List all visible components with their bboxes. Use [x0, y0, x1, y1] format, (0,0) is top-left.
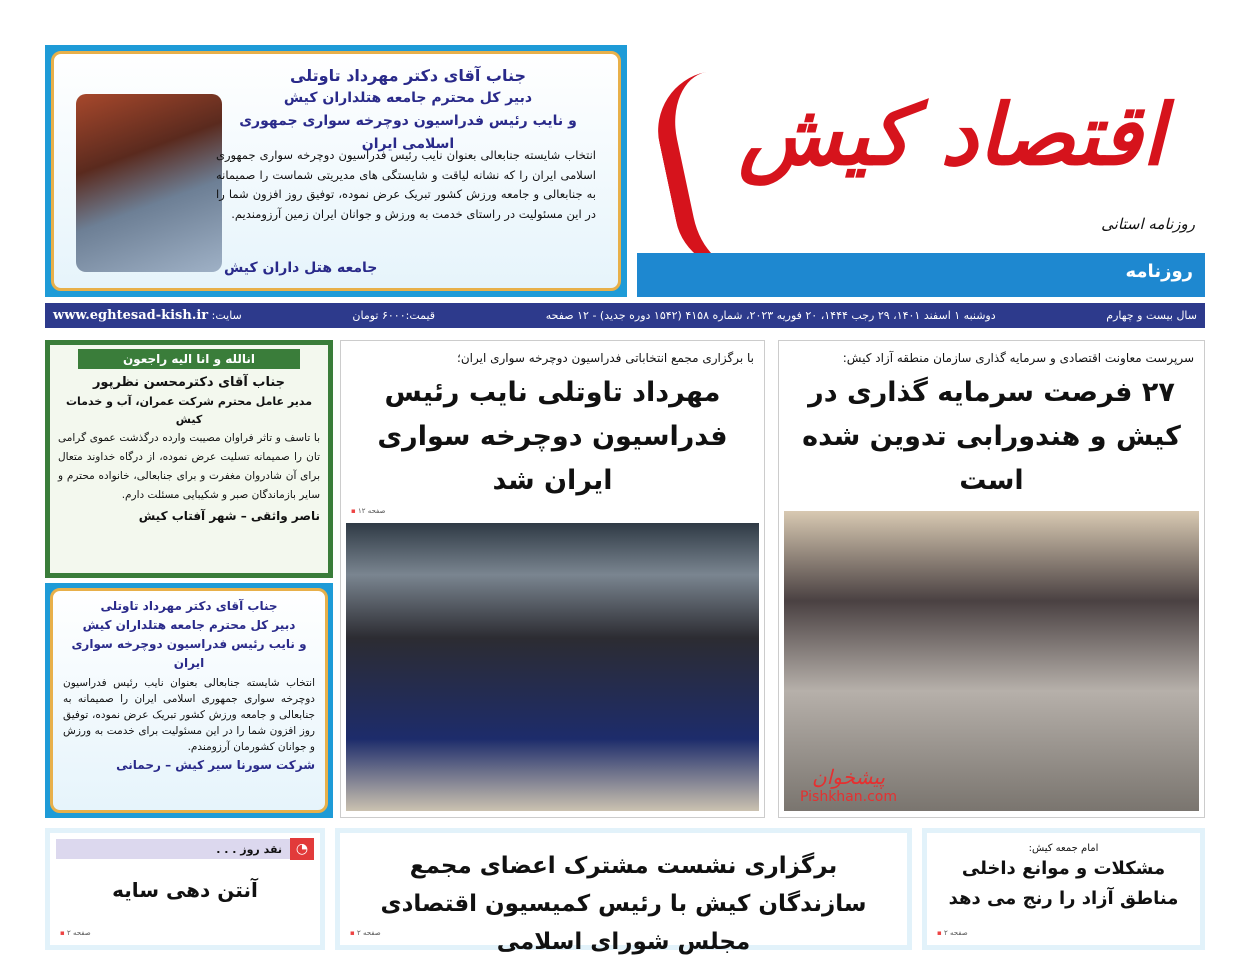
section-label: نقد روز . . . [216, 842, 282, 856]
condolence-name: جناب آقای دکترمحسن نظرپور [92, 375, 286, 390]
site-link[interactable]: www.eghtesad-kish.ir [53, 308, 209, 323]
top-congratulation-ad [45, 45, 627, 297]
masthead [637, 45, 1205, 297]
condolence-signature: ناصر واثقی – شهر آفتاب کیش [138, 509, 320, 523]
ad-signature: جامعه هتل داران کیش [224, 260, 378, 276]
watermark-fa: پیشخوان [812, 765, 885, 789]
story-headline[interactable]: مشکلات و موانع داخلی مناطق آزاد را رنج می دهد [948, 858, 1179, 909]
issue-price: قیمت:۶۰۰۰ تومان [352, 309, 436, 322]
watermark [800, 765, 897, 805]
story-kicker: امام جمعه کیش: [1028, 843, 1099, 854]
story-headline[interactable]: مهرداد تاوتلی نایب رئیس فدراسیون دوچرخه سواری ایران شد [377, 377, 728, 496]
story-photo [346, 523, 759, 811]
masthead-subtitle: روزنامه استانی [1101, 215, 1195, 233]
condolence-body: با تاسف و تاثر فراوان مصیبت وارده درگذشت عموی گرامی تان را صمیمانه تسلیت عرض نموده، از درگاه خداوند متعال برای آن شادروان مغفرت و برای جنابعالی، خانواده محترم و سایر بازماندگان صبر و شکیبایی مسئلت دارم. [58, 432, 320, 501]
ad-signature: شرکت سورنا سیر کیش – رحمانی [116, 758, 315, 772]
ad-line: و نایب رئیس فدراسیون دوچرخه سواری ایران [71, 637, 307, 670]
ad-body: انتخاب شایسته جنابعالی بعنوان نایب رئیس فدراسیون دوچرخه سواری جمهوری اسلامی ایران را که نشانه لیاقت و شایستگی های مدیریتی شماست را صمیمانه به جنابعالی و جامعه ورزش کشور تبریک عرض نموده، توفیق روز افزون شما را در این مسئولیت در راستای خدمت به ورزش و جوانان ایران زمین آرزومندیم. [216, 148, 596, 221]
story-headline[interactable]: برگزاری نشست مشترک اعضای مجمع سازندگان کیش با رئیس کمیسیون اقتصادی مجلس شورای اسلامی [380, 853, 867, 955]
bottom-middle-story[interactable] [335, 828, 912, 955]
page-ref: صفحه ۲ ▪ [937, 929, 968, 937]
section-icon: ◔ [290, 838, 314, 860]
story-right[interactable] [778, 340, 1205, 818]
issue-date: دوشنبه ۱ اسفند ۱۴۰۱، ۲۹ رجب ۱۴۴۴، ۲۰ فوریه ۲۰۲۳، شماره ۴۱۵۸ (۱۵۴۲ دوره جدید) - ۱۲ صفحه [545, 309, 996, 322]
condolence-ad [45, 340, 333, 578]
condolence-title: انالله و انا الیه راجعون [78, 349, 300, 369]
bottom-left-story[interactable] [45, 828, 325, 950]
page-ref: صفحه ۲ ▪ [350, 929, 381, 937]
story-middle[interactable] [340, 340, 765, 818]
issue-info-bar [45, 303, 1205, 328]
ad-line: جناب آقای دکتر مهرداد تاوتلی [289, 66, 527, 85]
ad-body: انتخاب شایسته جنابعالی بعنوان نایب رئیس فدراسیون دوچرخه سواری جمهوری اسلامی ایران را صمیمانه به جنابعالی و جامعه ورزش کشور تبریک عرض نموده، توفیق روز افزون شما را در این مسئولیت برای خدمت به ورزش و جوانان کشورمان آرزومندم. [63, 677, 315, 753]
page-ref: صفحه ۲ ▪ [60, 929, 91, 937]
story-headline[interactable]: ۲۷ فرصت سرمایه گذاری در کیش و هندورابی تدوین شده است [802, 377, 1181, 496]
ad-line: دبیر کل محترم جامعه هتلداران کیش [82, 618, 296, 632]
watermark-en: Pishkhan.com [800, 789, 897, 805]
side-congratulation-ad [45, 583, 333, 818]
masthead-bar [637, 253, 1205, 297]
story-kicker: با برگزاری مجمع انتخاباتی فدراسیون دوچرخه سواری ایران؛ [457, 351, 754, 365]
ad-line: و نایب رئیس فدراسیون دوچرخه سواری جمهوری اسلامی ایران [239, 113, 577, 152]
portrait-photo [76, 94, 222, 272]
newspaper-logo: اقتصاد کیش [738, 86, 1165, 184]
ad-line: دبیر کل محترم جامعه هتلداران کیش [283, 90, 533, 106]
condolence-position: مدیر عامل محترم شرکت عمران، آب و خدمات کیش [65, 395, 313, 426]
masthead-bar-label: روزنامه [1125, 261, 1193, 282]
ad-line: جناب آقای دکتر مهرداد تاوتلی [100, 599, 278, 613]
page-ref: صفحه ۱۲ ▪ [351, 507, 754, 515]
story-kicker: سرپرست معاونت اقتصادی و سرمایه گذاری سازمان منطقه آزاد کیش: [842, 351, 1194, 365]
story-headline[interactable]: آنتن دهی سایه [112, 878, 258, 902]
bottom-right-story[interactable] [922, 828, 1205, 950]
site-label: سایت: [211, 309, 242, 322]
issue-year: سال بیست و چهارم [1106, 309, 1197, 322]
